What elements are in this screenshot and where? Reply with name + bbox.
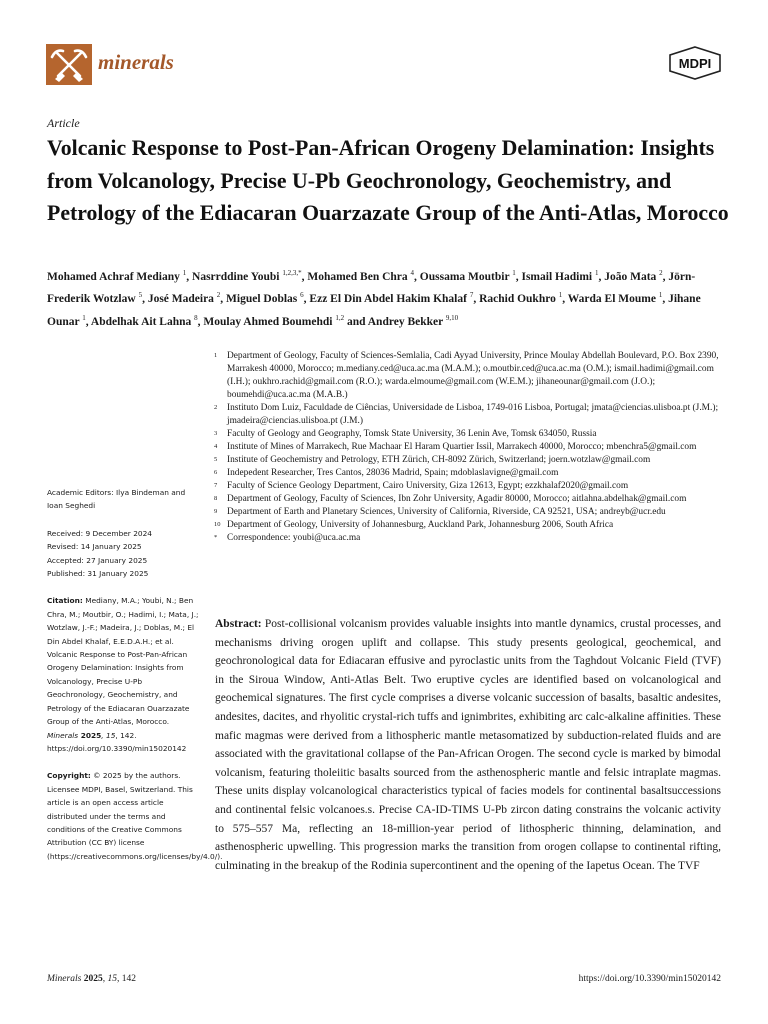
author-name: Rachid Oukhro	[479, 293, 556, 306]
author-name: Ezz El Din Abdel Hakim Khalaf	[309, 293, 467, 306]
author-separator: and	[344, 315, 368, 328]
affiliation-mark: 8	[214, 495, 218, 502]
copyright-text: © 2025 by the authors. Licensee MDPI, Basel, Switzerland. This article is an open access article distributed under the terms and conditions of the Creative Commons Attribution (CC BY) license (https://creativecommons.org/licenses/by/4.0/).	[47, 771, 223, 861]
affiliation-item	[214, 428, 734, 441]
citation-doi[interactable]: , 142. https://doi.org/10.3390/min15020142	[47, 730, 187, 753]
author-separator: ,	[303, 293, 310, 306]
footer-volume: , 15	[102, 974, 117, 984]
author-name: Jörn-Frederik Wotzlaw	[47, 270, 696, 306]
affiliation-item	[214, 532, 734, 545]
author-affiliation-mark: 1	[82, 313, 86, 322]
author-name: Andrey Bekker	[367, 315, 444, 328]
author-separator: ,	[562, 293, 568, 306]
minerals-logo	[46, 44, 92, 85]
journal-name: minerals	[98, 50, 174, 74]
author-affiliation-mark: 4	[410, 269, 415, 277]
author-separator: ,	[220, 293, 227, 306]
article-info-sidebar	[47, 486, 223, 877]
publisher-name: MDPI	[678, 56, 712, 71]
author-name: Mohamed Ben Chra	[307, 270, 408, 283]
citation-text: Mediany, M.A.; Youbi, N.; Ben Chra, M.; Moutbir, O.; Hadimi, I.; Mata, J.; Wotzlaw, J.-F.; Madeira, J.; Doblas, M.; El Din Abdel Khalaf, E.E.D.A.H.; et al. Volcanic Response to Post-Pan-African Orogeny Delamination: Insights from Volcanology, Precise U-Pb Geochronology, Geochemistry, and Petrology of the Ediacaran Ouarzazate Group of the Anti-Atlas, Morocco.	[47, 596, 199, 727]
affiliation-item	[214, 441, 734, 454]
affiliation-text: Instituto Dom Luiz, Faculdade de Ciências, Universidade de Lisboa, 1749-016 Lisboa, Portugal; jmata@ciencias.ulisboa.pt (J.M.); jmadeira@ciencias.ulisboa.pt (J.M.)	[227, 403, 719, 426]
hexagon-logo-icon	[667, 46, 723, 80]
author-affiliation-mark: 1	[558, 291, 563, 300]
author-separator: ,	[662, 270, 669, 283]
copyright-notice	[47, 769, 223, 863]
author-name: Nasrrddine Youbi	[192, 270, 280, 283]
citation	[47, 594, 199, 755]
author-affiliation-mark: 2	[216, 291, 221, 300]
author-name: Moulay Ahmed Boumehdi	[203, 315, 333, 328]
author-affiliation-mark: 1	[512, 269, 516, 277]
author-affiliation-mark: 1	[594, 269, 599, 277]
affiliation-item	[214, 519, 734, 532]
affiliation-text: Department of Geology, University of Johannesburg, Auckland Park, Johannesburg 2006, South Africa	[227, 520, 614, 530]
affiliation-text: Indepedent Researcher, Tres Cantos, 28036 Madrid, Spain; mdoblaslavigne@gmail.com	[227, 468, 559, 478]
mdpi-logo	[667, 46, 723, 80]
author-separator: ,	[473, 293, 480, 306]
author-affiliation-mark: 8	[194, 313, 198, 322]
affiliation-mark: 5	[214, 456, 218, 463]
footer-pages: , 142	[116, 974, 136, 984]
affiliation-item	[214, 350, 734, 402]
author-name: Miguel Doblas	[226, 293, 298, 306]
author-separator: ,	[414, 270, 420, 283]
citation-year: 2025	[78, 730, 102, 740]
abstract-label: Abstract:	[215, 618, 262, 630]
author-separator: ,	[197, 315, 204, 328]
affiliation-mark: *	[214, 534, 218, 541]
citation-volume: , 15	[101, 730, 116, 740]
affiliation-mark: 9	[214, 508, 218, 515]
author-name: Ismail Hadimi	[521, 270, 593, 283]
author-name: José Madeira	[147, 293, 214, 306]
author-separator: ,	[85, 315, 91, 328]
crossed-tools-icon	[46, 44, 92, 85]
abstract	[215, 615, 721, 875]
footer-doi-link[interactable]: https://doi.org/10.3390/min15020142	[578, 974, 721, 984]
received-date: Received: 9 December 2024	[47, 528, 152, 538]
accepted-date: Accepted: 27 January 2025	[47, 555, 148, 565]
affiliation-mark: 3	[214, 430, 218, 437]
affiliation-text: Department of Geology, Faculty of Sciences, Ibn Zohr University, Agadir 80000, Morocco; aitlahna.abdelhak@gmail.com	[227, 494, 687, 504]
author-affiliation-mark: 1,2,3,*	[282, 269, 302, 277]
abstract-text: Post-collisional volcanism provides valuable insights into mantle dynamics, crustal processes, and mechanisms driving orogen uplift and collapse. This study presents geological, geochemical, and geochronological data for Ediacaran effusive and pyroclastic units from the Taghdout Volcanic Field (TVF) in the Siroua Window, Anti-Atlas Belt. Two eruptive cycles are identified based on volcanological and geochemical signatures. The first cycle comprises a diverse volcanic succession of basalts, basaltic andesites, andesites, dacites, and rhyolitic crystal-rich tuffs and ignimbrites, exhibiting arc calc-alkaline affinities. These mafic magmas were derived from a lithospheric mantle metasomatized by subduction-related fluids and are associated with the gravitational collapse of the Pan-African Orogen. The second cycle is marked by bimodal volcanism, featuring tholeiitic basalts sourced from the asthenospheric mantle and felsic intraplate magmas. These units display volcanological characteristics typical of facies models for continental basaltsuccessions and continental felsic volcanoes.s. Precise CA-ID-TIMS U-Pb zircon dating constrains the volcanic activity to 575–557 Ma, reflecting an 18-million-year period of lithospheric thinning, delamination, and asthenospheric upwelling. This progression marks the transition from orogen collapse to continental rifting, culminating in the breakup of the Rodinia supercontinent and the opening of the Iapetus Ocean. The TVF	[215, 618, 721, 872]
article-title: Volcanic Response to Post-Pan-African Orogeny Delamination: Insights from Volcanology, Precise U-Pb Geochronology, Geochemistry, and Petrology of the Ediacaran Ouarzazate Group of the Anti-Atlas, Morocco	[47, 136, 729, 225]
citation-journal: Minerals	[47, 730, 79, 740]
author-name: Oussama Moutbir	[419, 270, 510, 283]
author-separator: ,	[142, 293, 148, 306]
footer-journal: Minerals	[47, 974, 82, 984]
author-affiliation-mark: 9,10	[445, 313, 459, 322]
affiliation-mark: 7	[214, 482, 218, 489]
author-separator: ,	[186, 270, 193, 283]
affiliation-item	[214, 402, 734, 428]
revised-date: Revised: 14 January 2025	[47, 542, 142, 552]
author-affiliation-mark: 2	[659, 269, 663, 277]
citation-label: Citation:	[47, 596, 83, 606]
affiliation-mark: 6	[214, 469, 218, 476]
author-affiliation-mark: 1	[182, 269, 187, 277]
author-name: Jihane Ounar	[47, 293, 701, 328]
author-affiliation-mark: 5	[138, 291, 143, 300]
affiliation-mark: 2	[214, 404, 218, 411]
affiliation-text: Faculty of Geology and Geography, Tomsk State University, 36 Lenin Ave, Tomsk 634050, Russia	[227, 429, 597, 439]
affiliation-mark: 10	[214, 521, 221, 528]
author-list	[47, 264, 727, 331]
article-type: Article	[47, 116, 80, 130]
affiliation-text: Faculty of Science Geology Department, Cairo University, Giza 12613, Egypt; ezzkhalaf2020@gmail.com	[227, 481, 629, 491]
affiliation-mark: 1	[214, 352, 218, 359]
author-separator: ,	[662, 293, 669, 306]
affiliation-item	[214, 467, 734, 480]
affiliation-item	[214, 480, 734, 493]
affiliation-text: Institute of Geochemistry and Petrology, ETH Zürich, CH-8092 Zürich, Switzerland; joern.wotzlaw@gmail.com	[227, 455, 651, 465]
affiliation-text: Department of Geology, Faculty of Sciences-Semlalia, Cadi Ayyad University, Prince Moulay Abdellah Boulevard, P.O. Box 2390, Marrakesh 40000, Morocco; m.mediany.ced@uca.ac.ma (M.A.M.); o.moutbir.ced@uca.ac.ma (O.M.); ismail.hadimi@gmail.com (I.H.); oukhro.rachid@gmail.com (R.O.); warda.elmoume@gmail.com (W.E.M.); jihaneounar@gmail.com (J.O.); boumehdi@uca.ac.ma (M.A.B.)	[227, 351, 719, 400]
author-separator: ,	[301, 270, 308, 283]
affiliation-text: Correspondence: youbi@uca.ac.ma	[227, 533, 361, 543]
author-name: Abdelhak Ait Lahna	[90, 315, 192, 328]
affiliation-item	[214, 493, 734, 506]
affiliation-text: Department of Earth and Planetary Sciences, University of California, Riverside, CA 92521, USA; andreyb@ucr.edu	[227, 507, 666, 517]
affiliation-item	[214, 454, 734, 467]
affiliation-text: Institute of Mines of Marrakech, Rue Machaar El Haram Quartier Issil, Marrakech 40000, Morocco; mbenchra5@gmail.com	[227, 442, 697, 452]
author-separator: ,	[515, 270, 522, 283]
footer-year: 2025	[81, 974, 103, 984]
author-name: Mohamed Achraf Mediany	[47, 270, 180, 283]
history-dates	[47, 527, 199, 581]
author-separator: ,	[598, 270, 605, 283]
affiliation-item	[214, 506, 734, 519]
academic-editors: Academic Editors: Ilya Bindeman and Ioan Seghedi	[47, 488, 186, 511]
affiliation-mark: 4	[214, 443, 218, 450]
footer-citation	[47, 974, 136, 984]
author-name: João Mata	[604, 270, 657, 283]
author-affiliation-mark: 1,2	[335, 313, 345, 322]
author-affiliation-mark: 1	[658, 291, 663, 300]
copyright-label: Copyright:	[47, 771, 91, 781]
author-name: Warda El Moume	[567, 293, 656, 306]
published-date: Published: 31 January 2025	[47, 569, 149, 579]
affiliation-list	[214, 350, 734, 545]
author-affiliation-mark: 6	[300, 291, 304, 300]
author-affiliation-mark: 7	[469, 291, 474, 300]
